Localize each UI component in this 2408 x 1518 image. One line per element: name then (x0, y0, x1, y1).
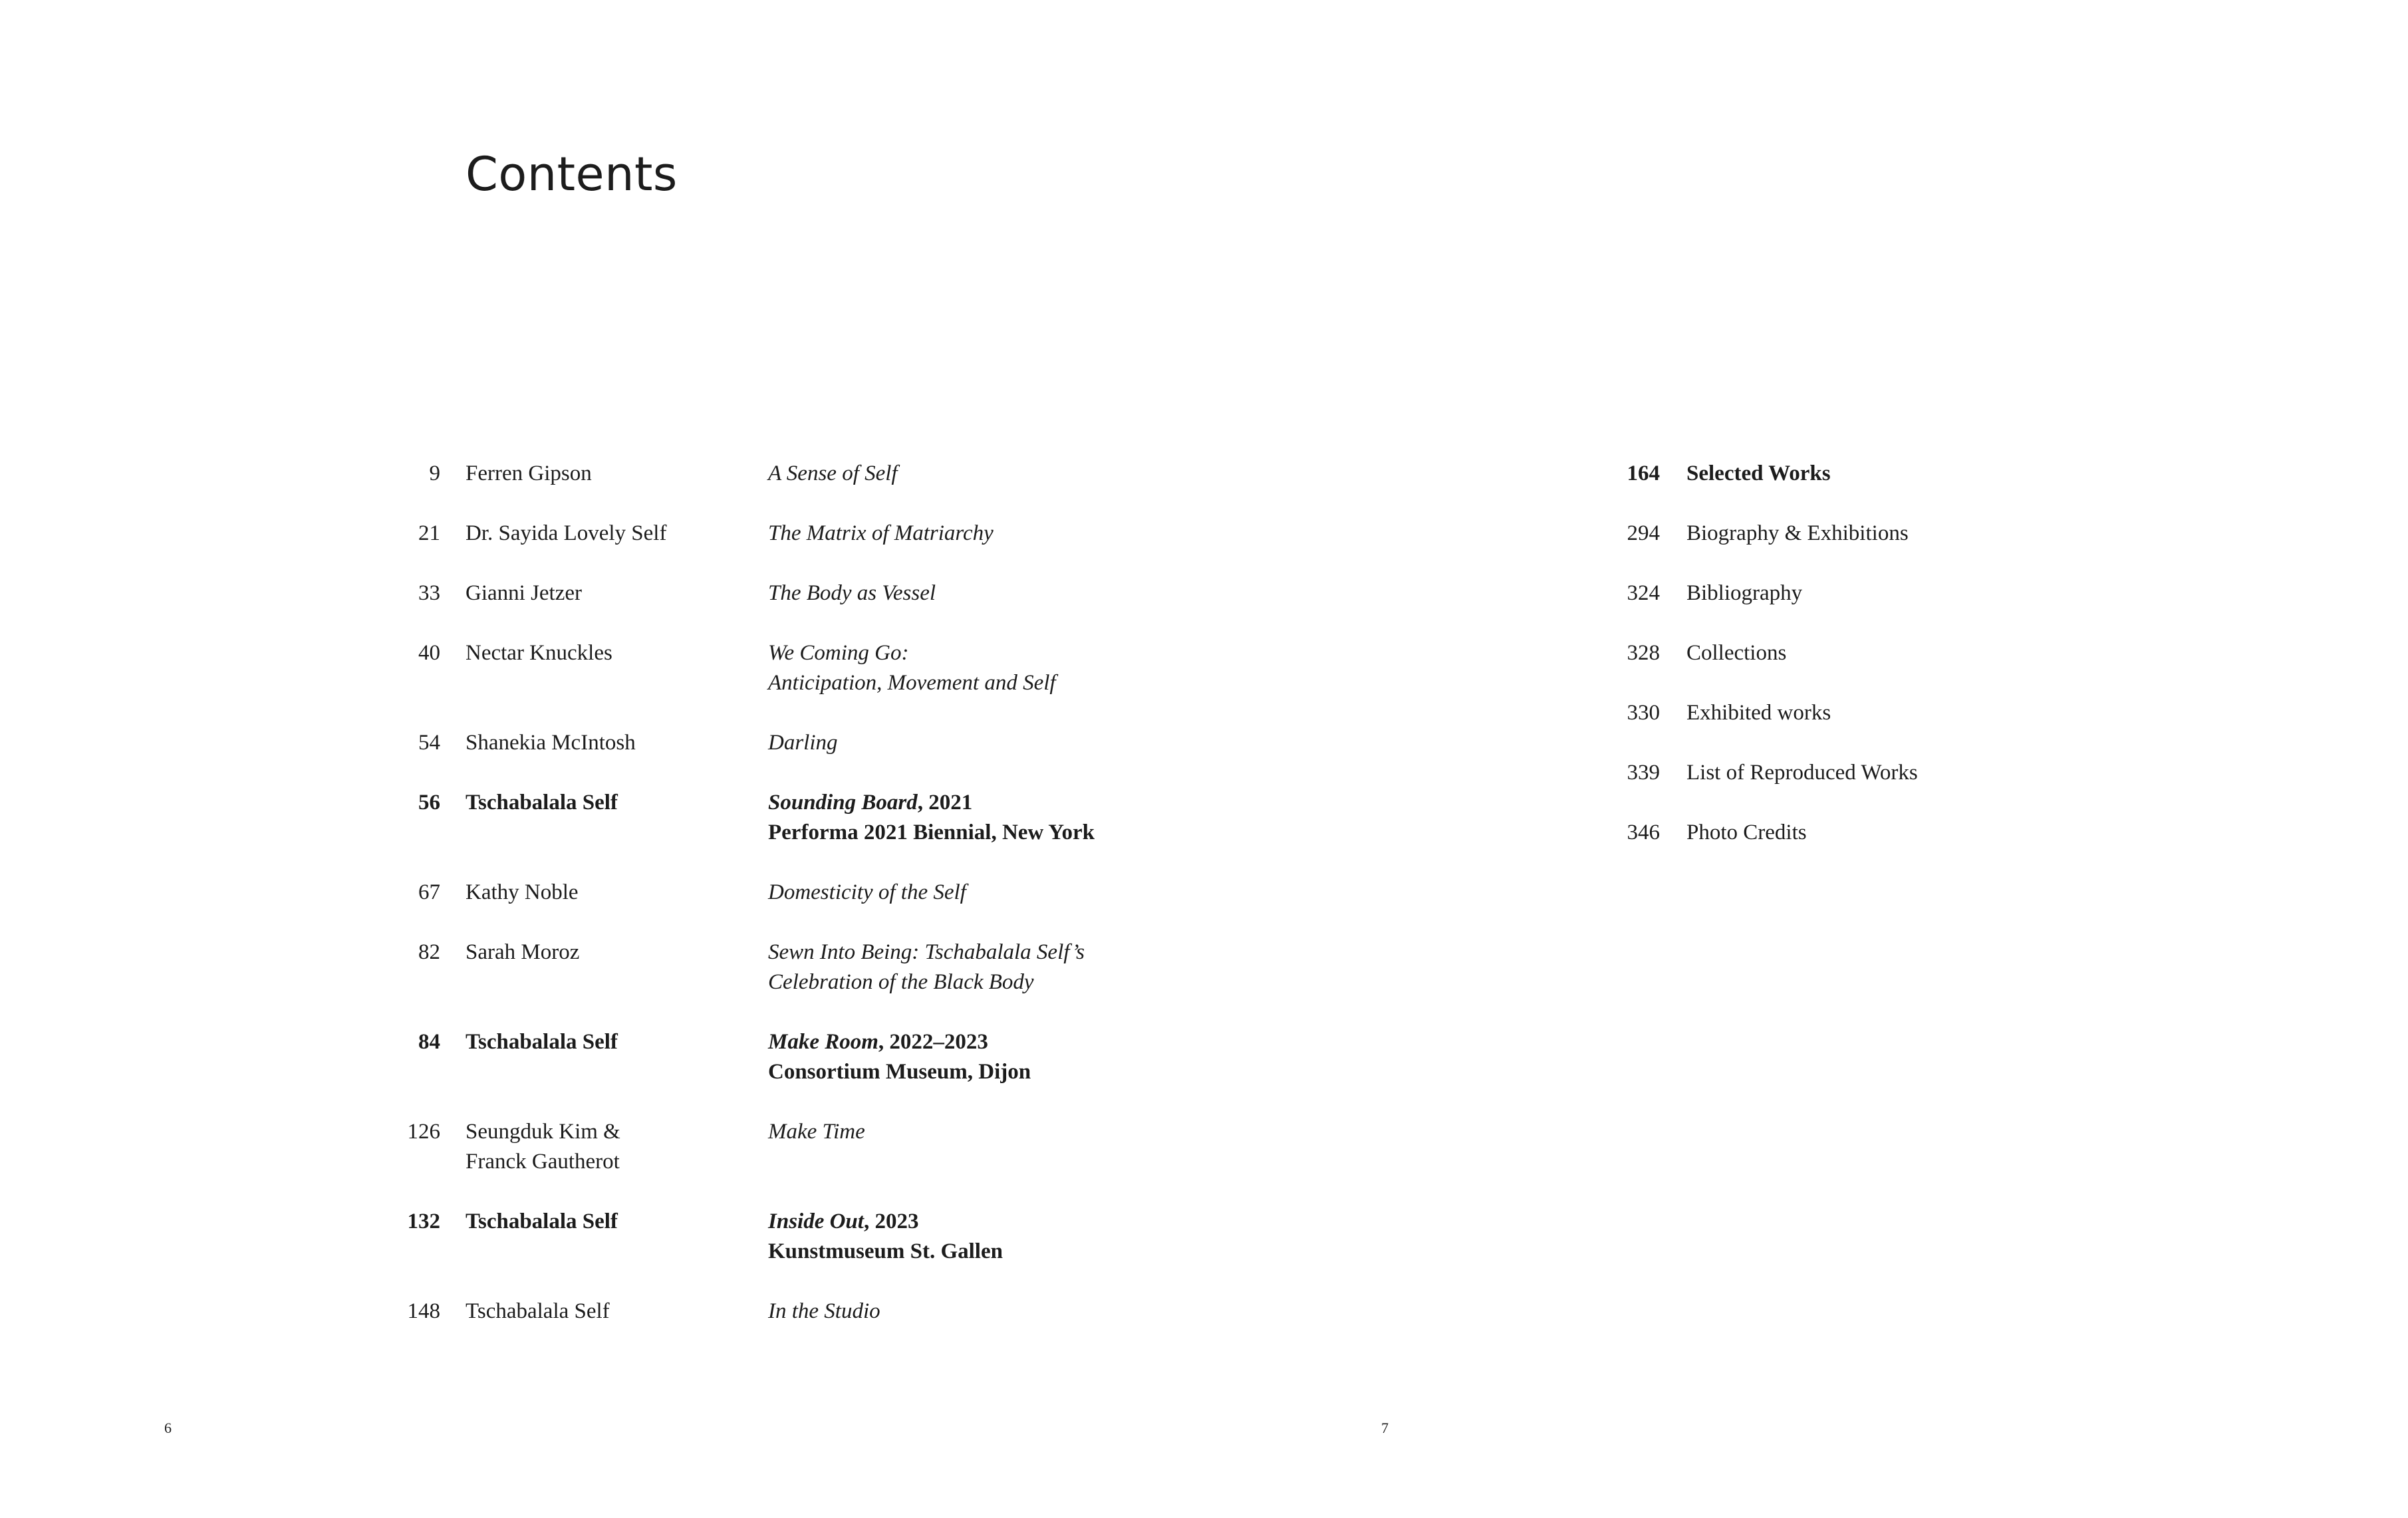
toc-entry[interactable] (1583, 818, 2181, 848)
title-line (768, 668, 1204, 698)
author-name (466, 519, 768, 549)
author-line: Ferren Gipson (466, 461, 592, 485)
title-line (768, 967, 1204, 997)
title-segment: Sewn Into Being: Tschabalala Self’s (768, 940, 1085, 964)
author-name (466, 938, 768, 967)
page-number: 67 (418, 880, 440, 904)
toc-entry[interactable] (1583, 519, 2181, 549)
toc-entry[interactable] (372, 728, 1204, 758)
essay-title (768, 1207, 1204, 1267)
author-name (466, 878, 768, 908)
title-segment: Sounding Board (768, 791, 918, 815)
essay-title (768, 519, 1204, 549)
page-number: 328 (1627, 641, 1660, 665)
title-segment: Darling (768, 731, 838, 755)
essay-title (768, 1027, 1204, 1087)
author-name (466, 1117, 768, 1177)
title-segment: Performa 2021 Biennial, New York (768, 821, 1095, 844)
page-number: 132 (407, 1209, 440, 1233)
toc-entry[interactable] (372, 459, 1204, 489)
author-line: Tschabalala Self (466, 791, 618, 815)
essay-title (768, 728, 1204, 758)
page-number: 294 (1627, 521, 1660, 545)
page-title: Contents (466, 147, 678, 201)
title-line (768, 788, 1204, 818)
author-line: Shanekia McIntosh (466, 731, 636, 755)
title-segment: The Matrix of Matriarchy (768, 521, 994, 545)
toc-entry[interactable] (1583, 638, 2181, 668)
title-segment: Make Time (768, 1120, 865, 1144)
toc-entry[interactable] (1583, 698, 2181, 728)
toc-entry[interactable] (372, 788, 1204, 848)
title-segment: In the Studio (768, 1299, 880, 1323)
title-line (768, 728, 1204, 758)
section-title: Biography & Exhibitions (1686, 521, 1909, 545)
toc-entry[interactable] (1583, 758, 2181, 788)
essay-title (768, 788, 1204, 848)
essay-title (768, 938, 1204, 997)
title-segment: Inside Out (768, 1209, 864, 1233)
title-segment: Make Room (768, 1030, 878, 1054)
title-line (768, 519, 1204, 549)
title-line (768, 1237, 1204, 1267)
author-line: Tschabalala Self (466, 1030, 618, 1054)
page-number: 324 (1627, 581, 1660, 605)
page-number: 21 (418, 521, 440, 545)
title-segment: , 2021 (917, 791, 973, 815)
author-line: Seungduk Kim & (466, 1120, 620, 1144)
title-segment: Consortium Museum, Dijon (768, 1060, 1031, 1084)
title-segment: Domesticity of the Self (768, 880, 966, 904)
page-number: 330 (1627, 701, 1660, 725)
author-line: Franck Gautherot (466, 1150, 620, 1174)
essay-title (768, 578, 1204, 608)
toc-entry[interactable] (372, 638, 1204, 698)
title-line (768, 1117, 1204, 1147)
author-line: Nectar Knuckles (466, 641, 612, 665)
author-line: Kathy Noble (466, 880, 579, 904)
title-line (768, 818, 1204, 848)
toc-appendix-list (1583, 459, 2181, 878)
page-number: 56 (418, 791, 440, 815)
title-segment: Anticipation, Movement and Self (768, 671, 1056, 695)
author-line: Sarah Moroz (466, 940, 580, 964)
author-line: Tschabalala Self (466, 1299, 610, 1323)
title-segment: We Coming Go: (768, 641, 909, 665)
page-number-right: 7 (1381, 1420, 1389, 1436)
title-line (768, 938, 1204, 967)
author-name (466, 728, 768, 758)
essay-title (768, 459, 1204, 489)
essay-title (768, 1117, 1204, 1147)
page-number: 54 (418, 731, 440, 755)
page-number: 9 (429, 461, 440, 485)
title-line (768, 578, 1204, 608)
page-number: 126 (407, 1120, 440, 1144)
title-segment: A Sense of Self (768, 461, 898, 485)
toc-entry[interactable] (372, 1207, 1204, 1267)
author-name (466, 788, 768, 818)
toc-essays-list (372, 459, 1204, 1356)
essay-title (768, 1297, 1204, 1327)
title-segment: , 2022–2023 (878, 1030, 988, 1054)
page-number: 339 (1627, 761, 1660, 785)
toc-entry[interactable] (372, 1297, 1204, 1327)
author-name (466, 578, 768, 608)
section-title: Selected Works (1686, 461, 1831, 485)
title-line (768, 878, 1204, 908)
author-name (466, 1207, 768, 1237)
essay-title (768, 878, 1204, 908)
title-segment: Celebration of the Black Body (768, 970, 1034, 994)
author-name (466, 459, 768, 489)
author-name (466, 1027, 768, 1057)
toc-entry[interactable] (372, 1027, 1204, 1087)
page-number: 40 (418, 641, 440, 665)
title-segment: Kunstmuseum St. Gallen (768, 1239, 1003, 1263)
author-name (466, 1297, 768, 1327)
section-title: List of Reproduced Works (1686, 761, 1918, 785)
section-title: Bibliography (1686, 581, 1803, 605)
section-title: Photo Credits (1686, 821, 1807, 844)
page-number: 82 (418, 940, 440, 964)
toc-entry[interactable] (372, 1117, 1204, 1177)
page-number: 84 (418, 1030, 440, 1054)
author-line: Gianni Jetzer (466, 581, 583, 605)
section-title: Exhibited works (1686, 701, 1831, 725)
title-segment: , 2023 (863, 1209, 919, 1233)
title-segment: The Body as Vessel (768, 581, 936, 605)
essay-title (768, 638, 1204, 698)
page-number: 148 (407, 1299, 440, 1323)
title-line (768, 638, 1204, 668)
page-number: 164 (1627, 461, 1660, 485)
toc-entry[interactable] (372, 578, 1204, 608)
toc-entry[interactable] (1583, 578, 2181, 608)
toc-entry[interactable] (372, 938, 1204, 997)
section-title: Collections (1686, 641, 1787, 665)
page-number: 33 (418, 581, 440, 605)
page-number: 346 (1627, 821, 1660, 844)
page-number-left: 6 (164, 1420, 172, 1436)
title-line (768, 1057, 1204, 1087)
toc-entry[interactable] (372, 878, 1204, 908)
title-line (768, 1207, 1204, 1237)
title-line (768, 1297, 1204, 1327)
toc-entry[interactable] (372, 519, 1204, 549)
author-name (466, 638, 768, 668)
author-line: Tschabalala Self (466, 1209, 618, 1233)
author-line: Dr. Sayida Lovely Self (466, 521, 667, 545)
title-line (768, 459, 1204, 489)
title-line (768, 1027, 1204, 1057)
toc-entry[interactable] (1583, 459, 2181, 489)
